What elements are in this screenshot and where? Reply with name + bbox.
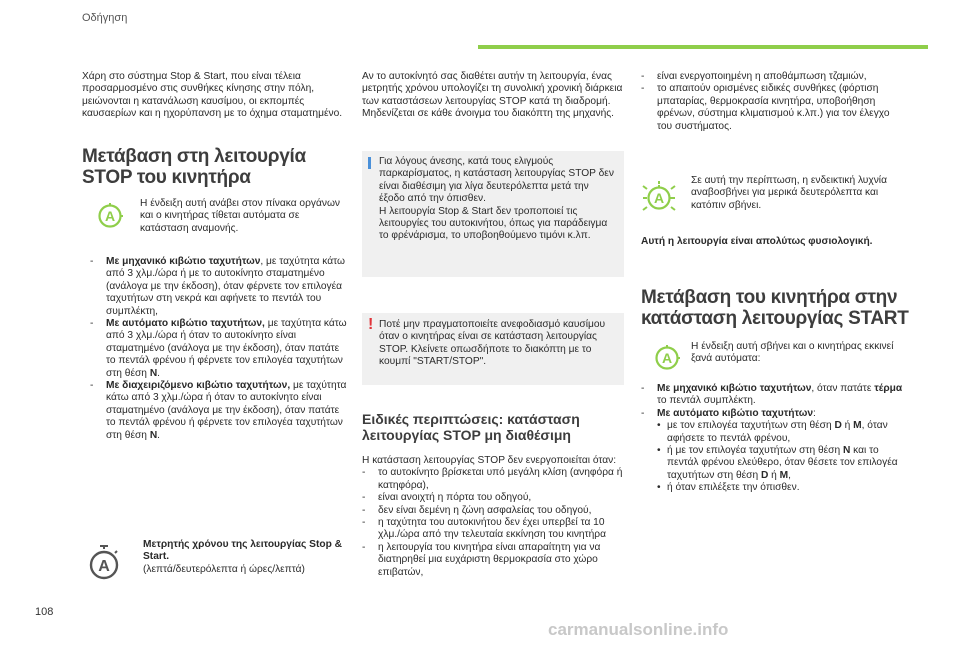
icon-text: Η ένδειξη αυτή ανάβει στον πίνακα οργάνων και ο κινητήρας τίθεται αυτόματα σε κατάσταση αναμονής. xyxy=(140,198,341,234)
heading: Μετάβαση στη λειτουργία STOP του κινητήρα xyxy=(82,146,306,188)
info-icon xyxy=(368,157,371,169)
section-header: Οδήγηση xyxy=(82,12,128,24)
icon-text: Σε αυτή την περίπτωση, η ενδεικτική λυχνία αναβοσβήνει για μερικά δευτερόλεπτα και κατόπιν σβήνει. xyxy=(691,175,887,211)
column-1 xyxy=(82,71,344,121)
list-item: - Με διαχειριζόμενο κιβώτιο ταχυτήτων, με ταχύτητα κάτω από 3 χλμ./ώρα ή όταν το αυτοκίνητο είναι σταματημένο (ανάλογα με την έκδοση), όταν πατάτε το πεντάλ φρένου ή φέρνετε τον επιλογέα ταχυτήτων στη θέση N. xyxy=(90,380,347,441)
column-3-list xyxy=(641,71,903,133)
watermark: carmanualsonline.info xyxy=(548,620,729,639)
info-note-text: Για λόγους άνεσης, κατά τους ελιγμούς παρκαρίσματος, η κατάσταση λειτουργίας STOP δεν είναι διαθέσιμη για λίγα δευτερόλεπτα μετά την έξοδο από την όπισθεν. Η λειτουργία Stop & Start δεν τροποποιεί τις λειτουργίες του αυτοκινήτου, όπως για παράδειγμα το φρένάρισμα, το υποβοηθούμενο τιμόνι κ.λπ. xyxy=(379,156,614,242)
list-item: - Με μηχανικό κιβώτιο ταχυτήτων, με ταχύτητα κάτω από 3 χλμ./ώρα ή με το αυτοκίνητο σταματημένο (ανάλογα με την έκδοση), όταν φέρνετε τον επιλογέα ταχυτήτων στη νεκρά και αφήνετε το πεντάλ του συμπλέκτη, xyxy=(90,256,345,317)
list-item: - το απαιτούν ορισμένες ειδικές συνθήκες (φόρτιση μπαταρίας, θερμοκρασία κινητήρα, υποβοήθηση φρένων, σύστημα κλιματισμού κ.λπ.) για τον έλεγχο του συστήματος. xyxy=(641,83,890,132)
blinking-lamp-icon xyxy=(641,180,677,216)
timer-title: Μετρητής χρόνου της λειτουργίας Stop & Start. xyxy=(143,539,342,563)
stop-start-warning-lamp-icon xyxy=(95,201,125,231)
list-item: - Με μηχανικό κιβώτιο ταχυτήτων, όταν πατάτε τέρμα το πεντάλ συμπλέκτη. xyxy=(641,383,903,407)
list-item: - Με αυτόματο κιβώτιο ταχυτήτων: • με τον επιλογέα ταχυτήτων στη θέση D ή M, όταν αφήσετε το πεντάλ φρένου, • ή με τον επιλογέα ταχυτήτων στη θέση N και το πεντάλ φρένου ελεύθερο, όταν θέσετε τον επιλογέα ταχυτήτων στη θέση D ή M, • ή όταν επιλέξετε την όπισθεν. xyxy=(641,408,903,495)
info-note xyxy=(362,151,624,277)
list-item: - η λειτουργία του κινητήρα είναι απαραίτητη για να διατηρηθεί μια ευχάριστη θερμοκρασία στο χώρο επιβατών, xyxy=(362,541,601,578)
start-conditions-list xyxy=(641,383,903,495)
warning-note xyxy=(362,313,624,385)
sub-list-item: • ή όταν επιλέξετε την όπισθεν. xyxy=(657,482,800,494)
start-icon-description xyxy=(691,341,903,366)
list-item: - είναι ανοιχτή η πόρτα του οδηγού, xyxy=(362,492,532,504)
column-2 xyxy=(362,71,624,121)
timer-description xyxy=(143,539,343,576)
warning-icon: ! xyxy=(368,316,374,333)
list-item: - η ταχύτητα του αυτοκινήτου δεν έχει υπερβεί τα 10 χλμ./ώρα από την τελευταία εκκίνηση του κινητήρα xyxy=(362,517,606,541)
timer-subtitle: (λεπτά/δευτερόλεπτα ή ώρες/λεπτά) xyxy=(143,563,305,575)
section-accent-bar xyxy=(478,45,928,49)
special-cases-title xyxy=(362,411,624,443)
stop-start-warning-lamp-icon xyxy=(652,343,682,373)
stop-icon-description xyxy=(140,198,345,235)
intro-paragraph: Χάρη στο σύστημα Stop & Start, που είναι τέλεια προσαρμοσμένο στις συνθήκες κίνησης στην πόλη, μειώνονται η κατανάλωση καυσίμου, οι εκπομπές καυσαερίων και η ηχορύπανση με το όχημα σταματημένο. xyxy=(82,71,343,120)
start-mode-title xyxy=(641,287,911,329)
normal-operation-note xyxy=(641,236,903,248)
note-text: Αυτή η λειτουργία είναι απολύτως φυσιολογική. xyxy=(641,236,873,247)
heading: Ειδικές περιπτώσεις: κατάσταση λειτουργίας STOP μη διαθέσιμη xyxy=(362,411,580,443)
list-item: - το αυτοκίνητο βρίσκεται υπό μεγάλη κλίση (ανηφόρα ή κατηφόρα), xyxy=(362,467,623,491)
blink-description xyxy=(691,175,903,212)
list-lead: Η κατάσταση λειτουργίας STOP δεν ενεργοποιείται όταν: xyxy=(362,455,617,466)
stop-mode-title xyxy=(82,146,352,188)
special-cases-list xyxy=(362,455,627,579)
sub-list-item: • ή με τον επιλογέα ταχυτήτων στη θέση N και το πεντάλ φρένου ελεύθερο, όταν θέσετε τον επιλογέα ταχυτήτων στη θέση D ή M, xyxy=(657,445,898,481)
list-item: - είναι ενεργοποιημένη η αποθάμπωση τζαμιών, xyxy=(641,71,867,82)
stop-conditions-list xyxy=(90,256,350,442)
svg-text:A: A xyxy=(98,558,110,575)
sub-list-item: • με τον επιλογέα ταχυτήτων στη θέση D ή M, όταν αφήσετε το πεντάλ φρένου, xyxy=(657,420,888,444)
list-item: - δεν είναι δεμένη η ζώνη ασφαλείας του οδηγού, xyxy=(362,504,592,516)
stop-start-timer-icon xyxy=(86,545,122,581)
warning-note-text: Ποτέ μην πραγματοποιείτε ανεφοδιασμό καυσίμου όταν ο κινητήρας είναι σε κατάσταση λειτουργίας STOP. Κλείνετε οπωσδήποτε το διακόπτη με το κουμπί "START/STOP". xyxy=(379,319,606,368)
icon-text: Η ένδειξη αυτή σβήνει και ο κινητήρας εκκινεί ξανά αυτόματα: xyxy=(691,341,894,365)
list-item: - Με αυτόματο κιβώτιο ταχυτήτων, με ταχύτητα κάτω από 3 χλμ./ώρα ή όταν το αυτοκίνητο είναι σταματημένο (ανάλογα με την έκδοση), όταν πατάτε το πεντάλ φρένου ή φέρνετε τον επιλογέα ταχυτήτων στη θέση N. xyxy=(90,318,347,379)
page-number: 108 xyxy=(35,606,54,618)
timer-intro: Αν το αυτοκίνητό σας διαθέτει αυτήν τη λειτουργία, ένας μετρητής χρόνου υπολογίζει τη συνολική χρονική διάρκεια των καταστάσεων λειτουργίας STOP κατά τη διαδρομή. Μηδενίζεται σε κάθε άνοιγμα του διακόπτη της μηχανής. xyxy=(362,71,623,120)
heading: Μετάβαση του κινητήρα στην κατάσταση λειτουργίας START xyxy=(641,287,909,329)
